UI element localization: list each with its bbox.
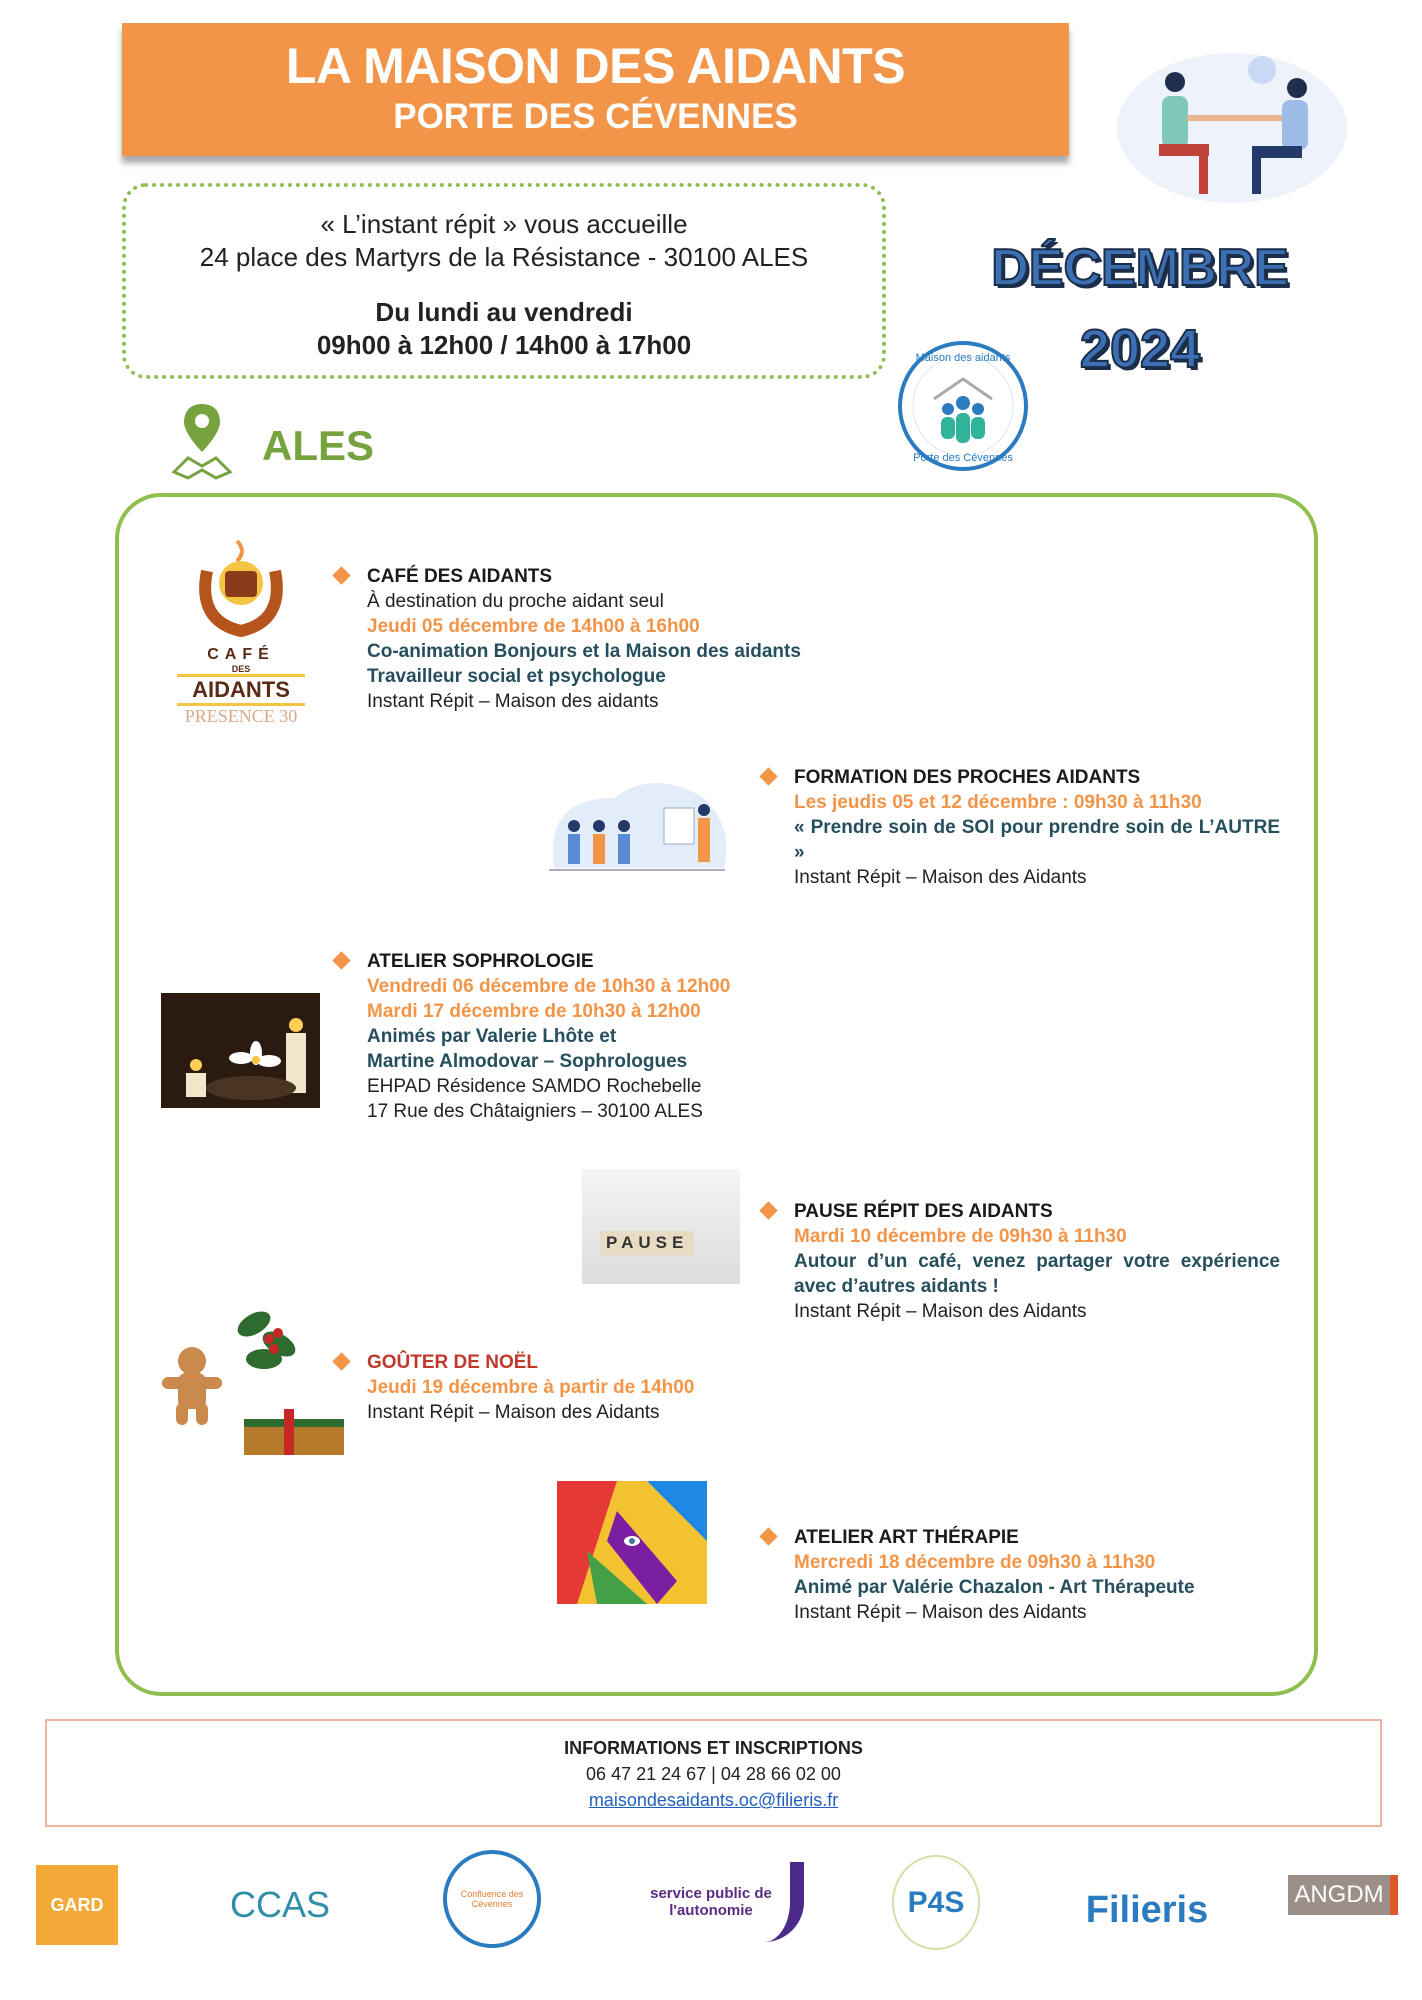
event-title: FORMATION DES PROCHES AIDANTS: [794, 767, 1141, 788]
event-audience: À destination du proche aidant seul: [367, 591, 664, 612]
logo-text-top: Maison des aidants: [915, 352, 1011, 364]
event-hosts: Animé par Valérie Chazalon - Art Thérapeute: [794, 1577, 1195, 1598]
event-venue: Instant Répit – Maison des Aidants: [794, 867, 1087, 888]
opening-days: Du lundi au vendredi: [375, 297, 633, 327]
event-venue: EHPAD Résidence SAMDO Rochebelle: [367, 1076, 702, 1097]
partner-logo-service-public-autonomie: service public de l'autonomie: [632, 1862, 804, 1942]
map-pin-icon: [170, 400, 234, 482]
event-title: CAFÉ DES AIDANTS: [367, 566, 553, 587]
art-therapy-photo: [557, 1481, 707, 1604]
event-date: Vendredi 06 décembre de 10h30 à 12h00: [367, 976, 731, 997]
event-title: ATELIER SOPHROLOGIE: [367, 951, 594, 972]
event-date: Jeudi 05 décembre de 14h00 à 16h00: [367, 616, 700, 637]
welcome-line: « L’instant répit » vous accueille: [320, 209, 688, 239]
event-date: Mardi 10 décembre de 09h30 à 11h30: [794, 1226, 1127, 1247]
event-date: Les jeudis 05 et 12 décembre : 09h30 à 11h30: [794, 792, 1202, 813]
partner-logo-ccas: CCAS: [229, 1884, 331, 1925]
logo-text: DES: [231, 664, 251, 674]
event-cafe-des-aidants: [367, 564, 801, 714]
contact-phones: 06 47 21 24 67 | 04 28 66 02 00: [586, 1764, 841, 1784]
pause-blocks-photo: [582, 1169, 740, 1284]
logo-text: PRESENCE 30: [184, 706, 298, 726]
event-staff: Travailleur social et psychologue: [367, 666, 666, 687]
partner-logo-p4s: P4S: [892, 1855, 980, 1950]
partner-logo-gard: GARD: [36, 1865, 118, 1945]
welcome-box: [122, 183, 886, 379]
caregivers-illustration: [1107, 38, 1350, 205]
event-description: Autour d’un café, venez partager votre expérience avec d’autres aidants !: [794, 1251, 1280, 1297]
event-pause-repit: [794, 1199, 1280, 1324]
event-date: Mardi 17 décembre de 10h30 à 12h00: [367, 1001, 701, 1022]
event-sophrologie: [367, 949, 730, 1124]
event-title: ATELIER ART THÉRAPIE: [794, 1527, 1019, 1548]
event-hosts: Martine Almodovar – Sophrologues: [367, 1051, 688, 1072]
event-topic: « Prendre soin de SOI pour prendre soin de L’AUTRE »: [794, 817, 1280, 863]
christmas-illustration: [154, 1299, 348, 1459]
event-address: 17 Rue des Châtaigniers – 30100 ALES: [367, 1101, 703, 1122]
event-venue: Instant Répit – Maison des Aidants: [794, 1602, 1087, 1623]
event-date: Mercredi 18 décembre de 09h30 à 11h30: [794, 1552, 1156, 1573]
page-title: LA MAISON DES AIDANTS: [285, 38, 906, 94]
event-title: PAUSE RÉPIT DES AIDANTS: [794, 1201, 1053, 1222]
contact-email-link[interactable]: maisondesaidants.oc@filieris.fr: [588, 1790, 839, 1810]
event-hosts: Co-animation Bonjours et la Maison des aidants: [367, 641, 801, 662]
event-date: Jeudi 19 décembre à partir de 14h00: [367, 1377, 695, 1398]
event-gouter-de-noel: [367, 1350, 694, 1425]
candles-photo: [161, 993, 320, 1108]
header-banner: [122, 23, 1069, 156]
page-subtitle: PORTE DES CÉVENNES: [393, 97, 798, 136]
partner-logo-filieris: Filieris: [1085, 1888, 1209, 1931]
month-label: DÉCEMBRE: [991, 239, 1289, 297]
event-venue: Instant Répit – Maison des Aidants: [367, 1402, 660, 1423]
event-venue: Instant Répit – Maison des Aidants: [794, 1301, 1087, 1322]
event-formation: [794, 765, 1280, 890]
pause-image-text: PAUSE: [600, 1231, 694, 1255]
contact-title: INFORMATIONS ET INSCRIPTIONS: [564, 1738, 863, 1758]
event-venue: Instant Répit – Maison des aidants: [367, 691, 659, 712]
event-title: GOÛTER DE NOËL: [367, 1352, 539, 1373]
partner-logo-confluence: Confluence des Cévennes: [443, 1850, 541, 1948]
event-art-therapie: [794, 1525, 1195, 1625]
logo-text-bottom: Porte des Cévennes: [913, 452, 1013, 464]
year-label: 2024: [1079, 319, 1201, 379]
training-illustration: [544, 768, 730, 877]
address: 24 place des Martyrs de la Résistance - 30100 ALES: [199, 242, 809, 272]
partner-logo-angdm: ANGDM: [1288, 1875, 1398, 1915]
event-hosts: Animés par Valerie Lhôte et: [367, 1026, 617, 1047]
coffee-hands-icon: [177, 531, 305, 641]
logo-text: AIDANTS: [177, 674, 305, 706]
opening-hours: 09h00 à 12h00 / 14h00 à 17h00: [316, 330, 692, 360]
logo-text: CAFÉ: [207, 646, 275, 663]
contact-box: [45, 1719, 1382, 1827]
location-heading: ALES: [262, 422, 375, 469]
cafe-des-aidants-logo: [177, 531, 305, 726]
maison-des-aidants-logo: [896, 339, 1031, 474]
